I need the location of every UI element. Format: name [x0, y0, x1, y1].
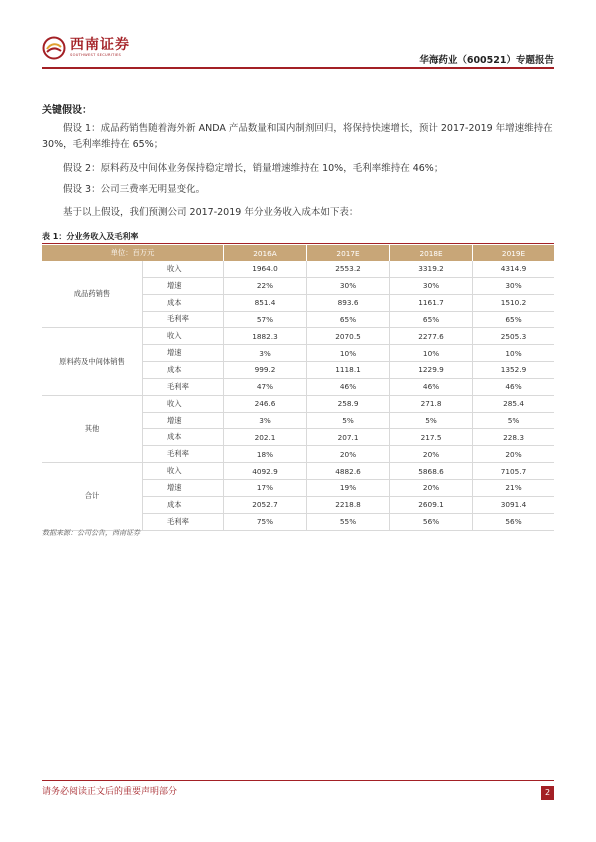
value-cell: 1352.9: [473, 362, 554, 379]
metric-label-cell: 毛利率: [143, 513, 224, 530]
value-cell: 20%: [473, 446, 554, 463]
value-cell: 56%: [473, 513, 554, 530]
assumption-paragraph-1: 假设 1：成品药销售随着海外新 ANDA 产品数量和国内制剂回归，将保持快速增长，预计 2017-2019 年增速维持在 30%，毛利率维持在 65%；: [42, 123, 553, 150]
metric-label-cell: 收入: [143, 463, 224, 480]
value-cell: 20%: [307, 446, 390, 463]
value-cell: 1161.7: [390, 294, 473, 311]
value-cell: 57%: [224, 311, 307, 328]
table-title-divider: [42, 243, 554, 244]
value-cell: 19%: [307, 479, 390, 496]
value-cell: 4314.9: [473, 261, 554, 277]
value-cell: 5868.6: [390, 463, 473, 480]
table-row: [42, 395, 554, 412]
value-cell: 3319.2: [390, 261, 473, 277]
table-title: 表 1：分业务收入及毛利率: [42, 232, 139, 241]
value-cell: 2505.3: [473, 328, 554, 345]
metric-label-cell: 增速: [143, 479, 224, 496]
table-row: [42, 261, 554, 277]
value-cell: 47%: [224, 378, 307, 395]
metric-label-cell: 成本: [143, 429, 224, 446]
value-cell: 2609.1: [390, 496, 473, 513]
brand-logo: [42, 36, 130, 60]
metric-label-cell: 增速: [143, 345, 224, 362]
header-divider: [42, 67, 554, 69]
value-cell: 30%: [473, 277, 554, 294]
value-cell: 999.2: [224, 362, 307, 379]
column-header-2017e: 2017E: [307, 245, 390, 261]
value-cell: 22%: [224, 277, 307, 294]
value-cell: 246.6: [224, 395, 307, 412]
footer-disclaimer: 请务必阅读正文后的重要声明部分: [42, 787, 178, 797]
value-cell: 4092.9: [224, 463, 307, 480]
value-cell: 271.8: [390, 395, 473, 412]
report-title: 华海药业（600521）专题报告: [419, 55, 554, 66]
value-cell: 217.5: [390, 429, 473, 446]
value-cell: 7105.7: [473, 463, 554, 480]
value-cell: 3%: [224, 345, 307, 362]
value-cell: 258.9: [307, 395, 390, 412]
footer-divider: [42, 780, 554, 781]
value-cell: 18%: [224, 446, 307, 463]
value-cell: 3%: [224, 412, 307, 429]
metric-label-cell: 收入: [143, 395, 224, 412]
value-cell: 65%: [473, 311, 554, 328]
section-heading: 关键假设：: [42, 105, 92, 116]
segment-revenue-table: [42, 245, 554, 531]
metric-label-cell: 成本: [143, 294, 224, 311]
value-cell: 893.6: [307, 294, 390, 311]
value-cell: 30%: [390, 277, 473, 294]
page-number: 2: [541, 786, 554, 800]
value-cell: 1510.2: [473, 294, 554, 311]
metric-label-cell: 成本: [143, 362, 224, 379]
unit-label: 单位：百万元: [42, 245, 224, 261]
metric-label-cell: 增速: [143, 412, 224, 429]
value-cell: 202.1: [224, 429, 307, 446]
column-header-2018e: 2018E: [390, 245, 473, 261]
value-cell: 2070.5: [307, 328, 390, 345]
value-cell: 56%: [390, 513, 473, 530]
value-cell: 1882.3: [224, 328, 307, 345]
value-cell: 21%: [473, 479, 554, 496]
metric-label-cell: 增速: [143, 277, 224, 294]
value-cell: 207.1: [307, 429, 390, 446]
value-cell: 17%: [224, 479, 307, 496]
table-row: [42, 463, 554, 480]
value-cell: 285.4: [473, 395, 554, 412]
value-cell: 5%: [307, 412, 390, 429]
segment-name-cell: 原料药及中间体销售: [42, 328, 143, 395]
value-cell: 46%: [473, 378, 554, 395]
value-cell: 46%: [307, 378, 390, 395]
value-cell: 1118.1: [307, 362, 390, 379]
metric-label-cell: 毛利率: [143, 311, 224, 328]
value-cell: 228.3: [473, 429, 554, 446]
value-cell: 20%: [390, 446, 473, 463]
value-cell: 10%: [307, 345, 390, 362]
logo-english-name: SOUTHWEST SECURITIES: [70, 53, 122, 57]
segment-name-cell: 其他: [42, 395, 143, 462]
forecast-intro-paragraph: 基于以上假设，我们预测公司 2017-2019 年分业务收入成本如下表：: [63, 207, 359, 218]
value-cell: 30%: [307, 277, 390, 294]
table-header-row: [42, 245, 554, 261]
value-cell: 4882.6: [307, 463, 390, 480]
value-cell: 65%: [307, 311, 390, 328]
value-cell: 55%: [307, 513, 390, 530]
value-cell: 5%: [390, 412, 473, 429]
table-body: [42, 261, 554, 530]
column-header-2019e: 2019E: [473, 245, 554, 261]
value-cell: 5%: [473, 412, 554, 429]
value-cell: 10%: [390, 345, 473, 362]
assumption-paragraph-3: 假设 3：公司三费率无明显变化。: [63, 184, 206, 195]
logo-emblem-icon: [42, 36, 66, 60]
value-cell: 10%: [473, 345, 554, 362]
value-cell: 3091.4: [473, 496, 554, 513]
value-cell: 20%: [390, 479, 473, 496]
metric-label-cell: 成本: [143, 496, 224, 513]
value-cell: 46%: [390, 378, 473, 395]
value-cell: 1229.9: [390, 362, 473, 379]
value-cell: 2277.6: [390, 328, 473, 345]
metric-label-cell: 收入: [143, 328, 224, 345]
value-cell: 1964.0: [224, 261, 307, 277]
column-header-2016a: 2016A: [224, 245, 307, 261]
logo-chinese-name: 西南证券: [70, 37, 130, 53]
metric-label-cell: 毛利率: [143, 446, 224, 463]
assumption-paragraph-2: 假设 2：原料药及中间体业务保持稳定增长，销量增速维持在 10%，毛利率维持在 46%；: [63, 163, 444, 174]
segment-name-cell: 成品药销售: [42, 261, 143, 328]
value-cell: 65%: [390, 311, 473, 328]
value-cell: 75%: [224, 513, 307, 530]
value-cell: 2218.8: [307, 496, 390, 513]
data-source-note: 数据来源：公司公告，西南证券: [42, 529, 140, 537]
segment-name-cell: 合计: [42, 463, 143, 530]
table-row: [42, 328, 554, 345]
value-cell: 2553.2: [307, 261, 390, 277]
value-cell: 2052.7: [224, 496, 307, 513]
metric-label-cell: 收入: [143, 261, 224, 277]
value-cell: 851.4: [224, 294, 307, 311]
metric-label-cell: 毛利率: [143, 378, 224, 395]
